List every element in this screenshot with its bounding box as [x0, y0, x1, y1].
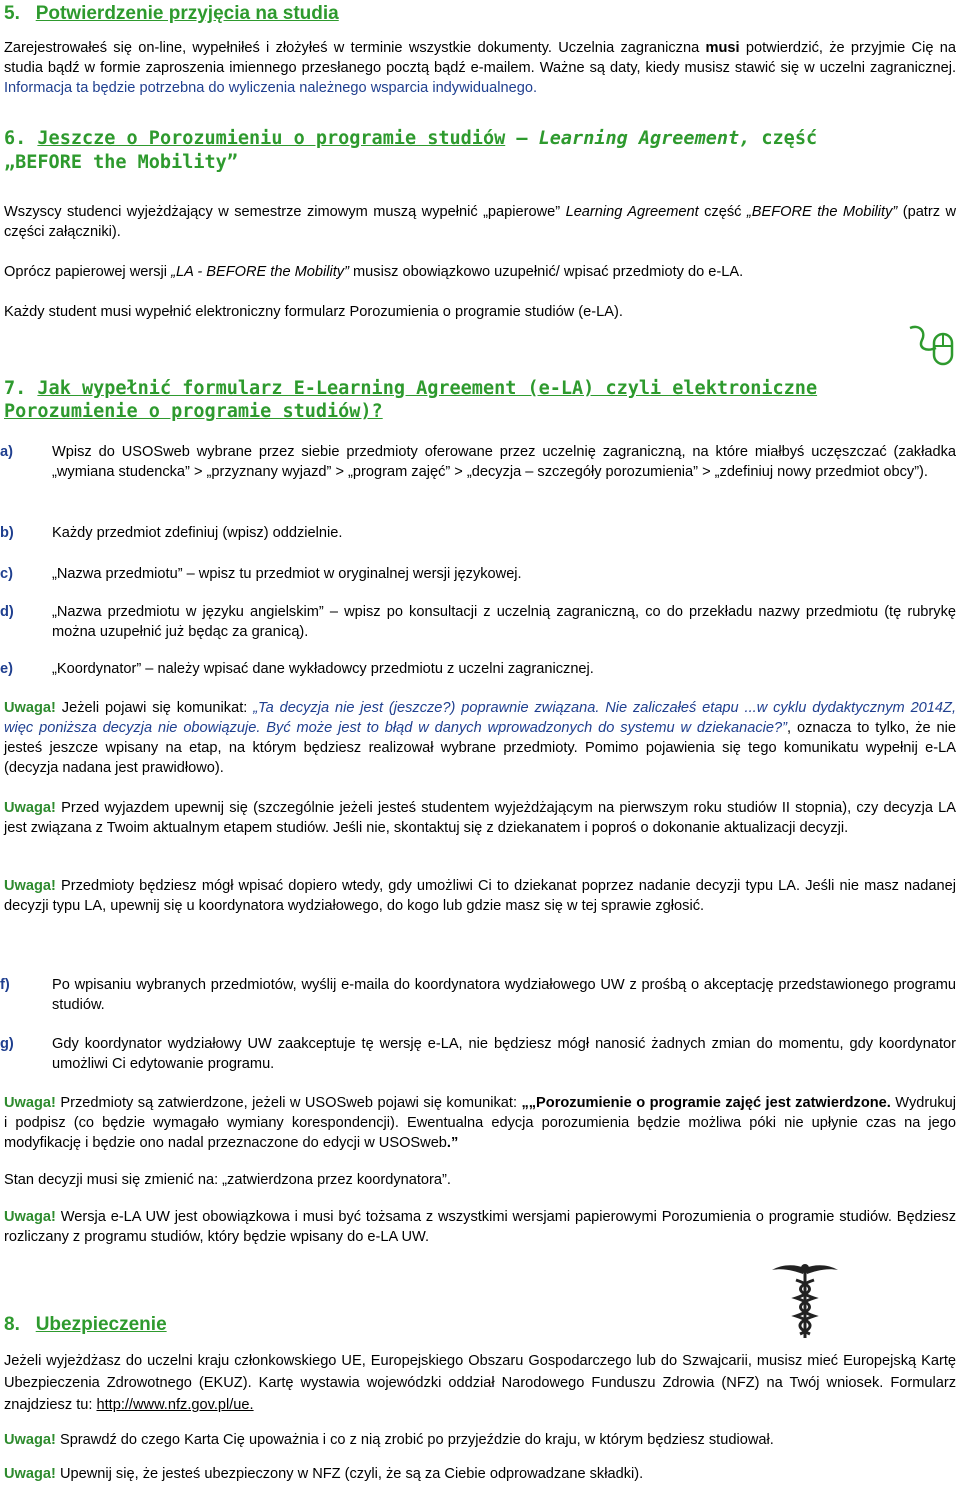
section-8-heading: 8. Ubezpieczenie: [4, 1314, 167, 1335]
list-item: f) Po wpisaniu wybranych przedmiotów, wyślij e-maila do koordynatora wydziałowego UW z prośbą o akceptację przedstawionego programu studiów.: [0, 977, 956, 1013]
list-item: c) „Nazwa przedmiotu” – wpisz tu przedmiot w oryginalnej wersji językowej.: [0, 566, 522, 582]
list-item: e) „Koordynator” – należy wpisać dane wykładowcy przedmiotu z uczelni zagranicznej.: [0, 661, 594, 677]
section-6-paragraph-3: Każdy student musi wypełnić elektroniczny formularz Porozumienia o programie studiów (e-LA).: [4, 304, 623, 320]
warning-note: Uwaga! Jeżeli pojawi się komunikat: „Ta decyzja nie jest (jeszcze?) poprawnie związana. Nie zaliczałeś etapu ...w cyklu dydaktycznym 2014Z, więc poniższa decyzja nie obowiązuje. Być może jest to błąd w danych wprowadzonych do systemu w dziekanacie?”, oznacza to tylko, że nie jesteś jeszcze wpisany na etap, na którym będziesz realizował wybrane przedmioty. Pomimo pojawienia się tego komunikatu wypełnij e-LA (decyzja nadana jest prawidłowo).: [4, 700, 957, 776]
warning-note: Uwaga! Upewnij się, że jesteś ubezpieczony w NFZ (czyli, że są za Ciebie odprowadzane składki).: [4, 1466, 644, 1482]
warning-note: Uwaga! Sprawdź do czego Karta Cię upoważnia i co z nią zrobić po przyjeździe do kraju, w którym będziesz studiował.: [4, 1432, 774, 1448]
list-item: b) Każdy przedmiot zdefiniuj (wpisz) oddzielnie.: [0, 525, 343, 541]
list-item: a) Wpisz do USOSweb wybrane przez siebie przedmioty oferowane przez uczelnię zagraniczną, na które miałbyś uczęszczać (zakładka „wymiana studencka” > „przyznany wyjazd” > „program zajęć” > „decyzja – szczegóły porozumienia” > „zdefiniuj nowy przedmiot obcy”).: [0, 444, 956, 480]
warning-note: Uwaga! Przed wyjazdem upewnij się (szczególnie jeżeli jesteś studentem wyjeżdżającym na pierwszym roku studiów II stopnia), czy decyzja LA jest związana z Twoim aktualnym etapem studiów. Jeśli nie, skontaktuj się z dziekanatem i poproś o dokonanie aktualizacji decyzji.: [4, 800, 956, 836]
warning-note: Uwaga! Przedmioty są zatwierdzone, jeżeli w USOSweb pojawi się komunikat: „„Porozumienie o programie zajęć jest zatwierdzone. Wydrukuj i podpisz (co będzie wymagało wymiany korespondencji). Ewentualna edycja porozumienia będzie możliwa póki nie upłynie czas na jego modyfikację i będzie ono nadal przeznaczone do edycji w USOSweb.”: [4, 1095, 956, 1151]
computer-mouse-icon: [906, 322, 954, 366]
nfz-link[interactable]: http://www.nfz.gov.pl/ue.: [96, 1397, 254, 1413]
warning-note: Uwaga! Wersja e-LA UW jest obowiązkowa i musi być tożsama z wszystkimi wersjami papierowymi Porozumienia o programie studiów. Będziesz rozliczany z programu studiów, który będzie wpisany do e-LA UW.: [4, 1209, 956, 1245]
section-5-heading: [4, 2, 339, 26]
list-item: d) „Nazwa przedmiotu w języku angielskim” – wpisz po konsultacji z uczelnią zagraniczną, co do przekładu nazwy przedmiotu (tę rubrykę można uzupełnić już będąc za granicą).: [0, 604, 956, 640]
section-number: 5.: [4, 3, 20, 24]
section-6-heading: 6. Jeszcze o Porozumieniu o programie studiów – Learning Agreement, część „BEFORE the Mobility”: [4, 128, 818, 173]
section-6-paragraph-2: Oprócz papierowej wersji „LA - BEFORE the Mobility” musisz obowiązkowo uzupełnić/ wpisać przedmioty do e-LA.: [4, 264, 744, 280]
section-title: Potwierdzenie przyjęcia na studia: [35, 3, 339, 24]
section-8-paragraph: Jeżeli wyjeżdżasz do uczelni kraju członkowskiego UE, Europejskiego Obszaru Gospodarczego lub do Szwajcarii, musisz mieć Europejską Kartę Ubezpieczenia Zdrowotnego (EKUZ). Kartę wystawia wojewódzki oddział Narodowego Funduszu Zdrowia (NFZ) na Twój wniosek. Formularz znajdziesz tu: http://www.nfz.gov.pl/ue.: [4, 1353, 956, 1413]
section-7-heading: 7. Jak wypełnić formularz E-Learning Agreement (e-LA) czyli elektroniczne Porozumienie o programie studiów)?: [4, 378, 818, 422]
warning-note: Uwaga! Przedmioty będziesz mógł wpisać dopiero wtedy, gdy umożliwi Ci to dziekanat poprzez nadanie decyzji typu LA. Jeśli nie masz nadanej decyzji typu LA, upewnij się u koordynatora wydziałowego, do kogo lub gdzie masz się w tej sprawie zgłosić.: [4, 878, 956, 914]
caduceus-icon: [770, 1262, 840, 1340]
section-6-paragraph-1: Wszyscy studenci wyjeżdżający w semestrze zimowym muszą wypełnić „papierowe” Learning Agreement część „BEFORE the Mobility” (patrz w części załączniki).: [4, 204, 957, 240]
section-5-paragraph: Zarejestrowałeś się on-line, wypełniłeś i złożyłeś w terminie wszystkie dokumenty. Uczelnia zagraniczna musi potwierdzić, że przyjmie Cię na studia bądź w formie zaproszenia imiennego przesłanego pocztą bądź e-mailem. Ważne są daty, kiedy musisz stawić się w uczelni zagranicznej. Informacja ta będzie potrzebna do wyliczenia należnego wsparcia indywidualnego.: [4, 40, 956, 96]
status-note: Stan decyzji musi się zmienić na: „zatwierdzona przez koordynatora”.: [4, 1172, 451, 1188]
list-item: g) Gdy koordynator wydziałowy UW zaakceptuje tę wersję e-LA, nie będziesz mógł nanosić żadnych zmian do momentu, gdy koordynator umożliwi Ci edytowanie programu.: [0, 1036, 956, 1072]
